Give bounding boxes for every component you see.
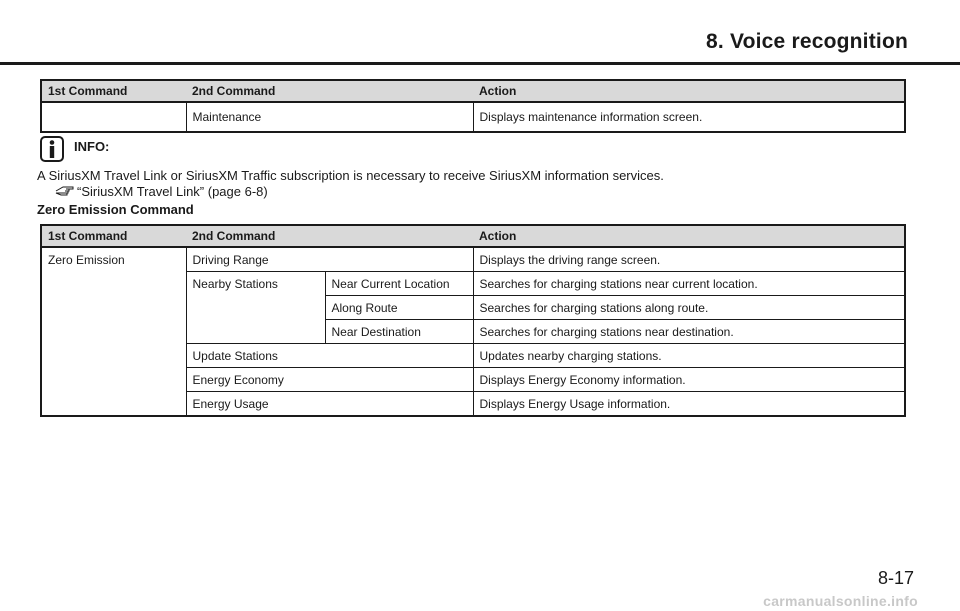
info-text: A SiriusXM Travel Link or SiriusXM Traffic subscription is necessary to receive SiriusXM information services. [37, 168, 664, 183]
section-heading: Zero Emission Command [37, 202, 194, 217]
table-cell: Energy Economy [186, 368, 473, 392]
table-cell: Displays maintenance information screen. [479, 110, 703, 124]
column-header: 1st Command [41, 80, 186, 102]
table-header-row [41, 225, 905, 247]
page-number: 8-17 [877, 568, 914, 588]
header-rule [0, 62, 960, 65]
table-cell: Along Route [325, 296, 473, 320]
table-row [41, 102, 905, 132]
table-cell: Maintenance [186, 102, 473, 132]
table-cell: Searches for charging stations along route. [473, 296, 905, 320]
column-header: 2nd Command [186, 225, 473, 247]
table-cell: Searches for charging stations near current location. [473, 272, 905, 296]
table-cell [41, 102, 186, 132]
table-cell: Driving Range [186, 247, 473, 272]
info-heading: INFO: [74, 139, 110, 154]
page-section-title: 8. Voice recognition [706, 30, 908, 53]
page-reference [55, 184, 268, 199]
table-cell: Energy Usage [186, 392, 473, 417]
reference-text[interactable]: “SiriusXM Travel Link” (page 6-8) [77, 184, 268, 199]
table-cell: Near Destination [325, 320, 473, 344]
table-cell: Displays Energy Usage information. [479, 396, 671, 411]
table-cell: Near Current Location [325, 272, 473, 296]
table-cell: Searches for charging stations near destination. [473, 320, 905, 344]
watermark: carmanualsonline.info [763, 593, 918, 609]
table-cell: Update Stations [186, 344, 473, 368]
column-header: 2nd Command [186, 80, 473, 102]
pointing-hand-icon [55, 185, 75, 197]
column-header: Action [473, 225, 905, 247]
zero-emission-command-table [40, 224, 906, 417]
table-cell: Nearby Stations [186, 272, 325, 344]
table-cell: Zero Emission [41, 247, 186, 416]
table-header-row [41, 80, 905, 102]
column-header: Action [473, 80, 905, 102]
column-header: 1st Command [41, 225, 186, 247]
table-row [41, 247, 905, 272]
table-cell: Displays the driving range screen. [473, 247, 905, 272]
info-icon [40, 136, 64, 162]
maintenance-command-table [40, 79, 906, 133]
table-cell: Displays Energy Economy information. [473, 368, 905, 392]
table-cell: Updates nearby charging stations. [473, 344, 905, 368]
